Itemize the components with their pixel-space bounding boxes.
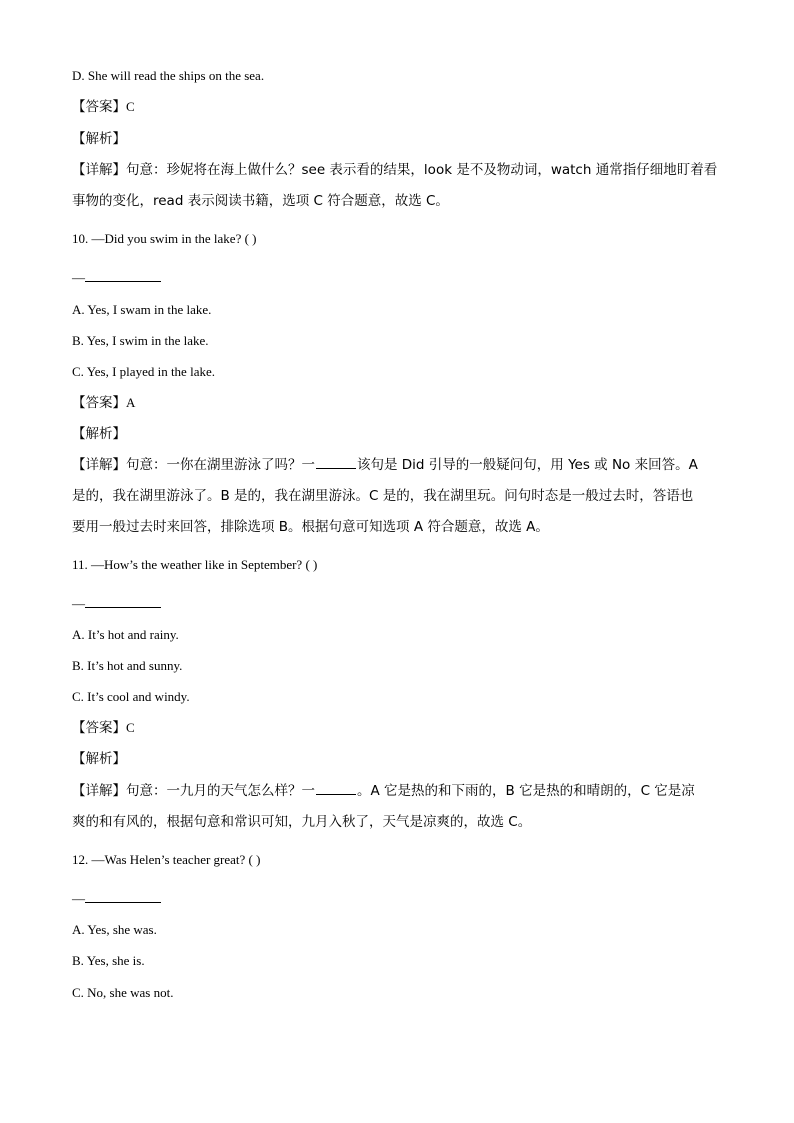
answer-blank-12 <box>72 891 161 907</box>
answer-label: 【答案】 <box>72 99 126 115</box>
question-12: 12. —Was Helen’s teacher great? ( ) <box>72 852 261 867</box>
detail-text-pre: 句意：一九月的天气怎么样？一 <box>126 783 315 799</box>
dash: — <box>72 891 85 906</box>
detail-label: 【详解】 <box>72 162 126 178</box>
option-d: D. She will read the ships on the sea. <box>72 68 265 83</box>
q10-detail-line-2: 是的，我在湖里游泳了。B 是的，我在湖里游泳。C 是的，我在湖里玩。问句时态是一般过去时，答语也 <box>72 488 694 504</box>
detail-text-post: 。A 它是热的和下雨的，B 它是热的和晴朗的，C 它是凉 <box>357 783 695 799</box>
q11-answer-line <box>72 720 135 736</box>
q11-detail-line-2: 爽的和有风的，根据句意和常识可知，九月入秋了，天气是凉爽的，故选 C。 <box>72 814 532 830</box>
analysis-label-text: 【解析】 <box>72 131 126 147</box>
q11-option-b: B. It’s hot and sunny. <box>72 658 183 673</box>
answer-value: C <box>126 720 135 735</box>
detail-label: 【详解】 <box>72 457 126 473</box>
dash: — <box>72 270 85 285</box>
answer-value: A <box>126 395 136 410</box>
q10-analysis-label <box>72 426 126 442</box>
q10-option-c: C. Yes, I played in the lake. <box>72 364 215 379</box>
q11-option-a: A. It’s hot and rainy. <box>72 627 179 642</box>
detail-label: 【详解】 <box>72 783 126 799</box>
q12-option-b: B. Yes, she is. <box>72 953 145 968</box>
q10-option-b: B. Yes, I swim in the lake. <box>72 333 209 348</box>
detail-line-2: 事物的变化，read 表示阅读书籍，选项 C 符合题意，故选 C。 <box>72 193 449 209</box>
analysis-label-text: 【解析】 <box>72 426 126 442</box>
q11-detail-line-1 <box>72 783 695 799</box>
q10-option-a: A. Yes, I swam in the lake. <box>72 302 212 317</box>
question-10: 10. —Did you swim in the lake? ( ) <box>72 231 257 246</box>
detail-line-1 <box>72 162 717 178</box>
blank-line <box>85 271 161 282</box>
answer-value: C <box>126 99 135 114</box>
detail-text-post: 该句是 Did 引导的一般疑问句，用 Yes 或 No 来回答。A <box>357 457 698 473</box>
answer-label: 【答案】 <box>72 395 126 411</box>
detail-text: 句意：珍妮将在海上做什么？see 表示看的结果，look 是不及物动词，watch 通常指仔细地盯着看 <box>126 162 718 178</box>
dash: — <box>72 596 85 611</box>
analysis-label-text: 【解析】 <box>72 751 126 767</box>
q10-detail-line-3: 要用一般过去时来回答，排除选项 B。根据句意可知选项 A 符合题意，故选 A。 <box>72 519 549 535</box>
blank-line <box>85 892 161 903</box>
answer-line <box>72 99 135 115</box>
q11-option-c: C. It’s cool and windy. <box>72 689 190 704</box>
detail-text-pre: 句意：一你在湖里游泳了吗？一 <box>126 457 315 473</box>
answer-label: 【答案】 <box>72 720 126 736</box>
question-11: 11. —How’s the weather like in September? ( ) <box>72 557 318 572</box>
q11-analysis-label <box>72 751 126 767</box>
inline-blank <box>316 784 356 795</box>
q12-option-c: C. No, she was not. <box>72 985 174 1000</box>
q10-detail-line-1 <box>72 457 698 473</box>
answer-blank-10 <box>72 270 161 286</box>
blank-line <box>85 597 161 608</box>
analysis-label <box>72 131 126 147</box>
q12-option-a: A. Yes, she was. <box>72 922 157 937</box>
answer-blank-11 <box>72 596 161 612</box>
q10-answer-line <box>72 395 135 411</box>
inline-blank <box>316 458 356 469</box>
